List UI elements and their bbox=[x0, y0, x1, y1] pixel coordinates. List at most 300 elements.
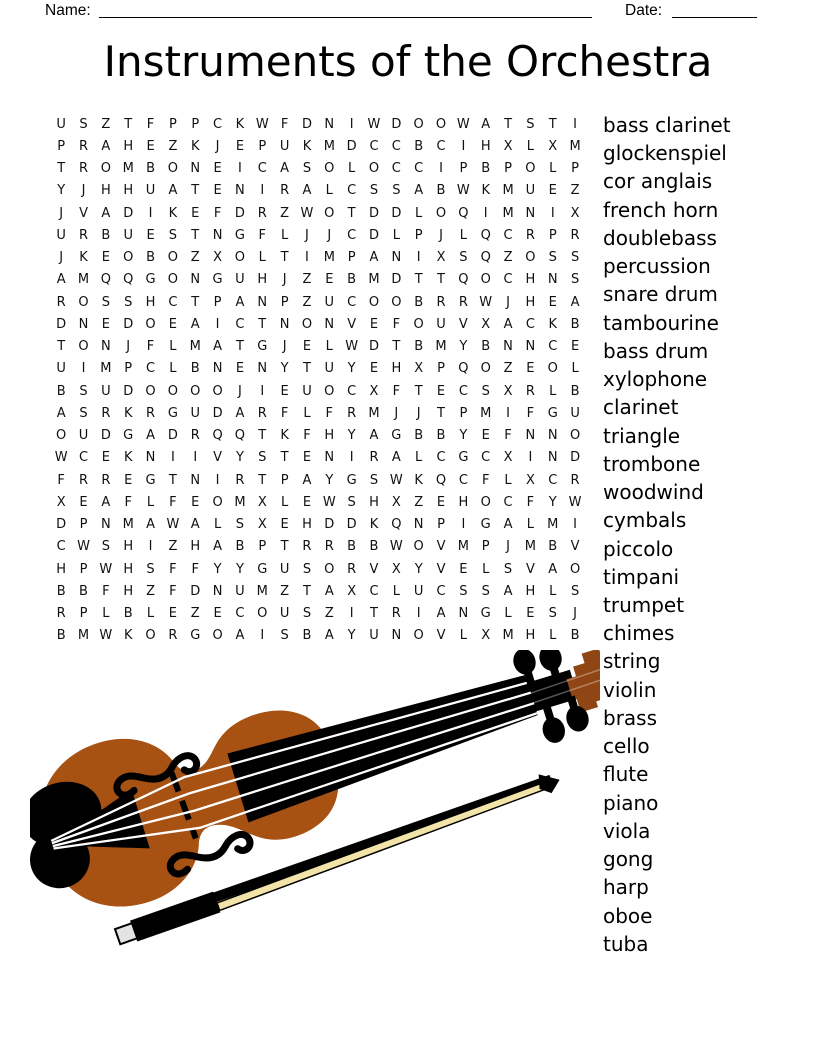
grid-letter: T bbox=[191, 227, 200, 243]
grid-letter: N bbox=[324, 316, 335, 332]
grid-letter: F bbox=[526, 494, 535, 510]
grid-letter: G bbox=[212, 272, 223, 288]
grid-letter: Y bbox=[459, 339, 468, 355]
grid-letter: H bbox=[123, 138, 134, 154]
grid-letter: E bbox=[369, 361, 379, 377]
grid-letter: J bbox=[394, 405, 399, 421]
grid-letter: Z bbox=[414, 494, 424, 510]
grid-letter: F bbox=[325, 405, 334, 421]
grid-letter: H bbox=[123, 539, 134, 555]
grid-letter: H bbox=[525, 628, 536, 644]
grid-letter: R bbox=[168, 628, 178, 644]
grid-letter: B bbox=[436, 183, 446, 199]
word-list-item: harp bbox=[603, 875, 649, 900]
grid-letter: S bbox=[302, 606, 312, 622]
grid-letter: T bbox=[258, 428, 267, 444]
grid-letter: W bbox=[389, 472, 403, 488]
date-fill-line bbox=[672, 1, 757, 18]
grid-letter: U bbox=[56, 116, 66, 132]
grid-letter: U bbox=[235, 272, 245, 288]
grid-letter: Z bbox=[280, 205, 290, 221]
grid-letter: L bbox=[549, 383, 557, 399]
grid-letter: W bbox=[456, 183, 470, 199]
grid-letter: P bbox=[168, 116, 177, 132]
grid-letter: S bbox=[302, 561, 312, 577]
grid-letter: D bbox=[346, 517, 357, 533]
grid-letter: O bbox=[413, 539, 424, 555]
grid-letter: A bbox=[168, 183, 178, 199]
grid-letter: R bbox=[146, 405, 156, 421]
grid-letter: J bbox=[238, 383, 242, 399]
grid-letter: T bbox=[57, 161, 66, 177]
grid-letter: W bbox=[322, 494, 336, 510]
grid-letter: O bbox=[368, 161, 380, 177]
grid-letter: S bbox=[302, 161, 312, 177]
grid-letter: O bbox=[78, 294, 89, 310]
grid-letter: Z bbox=[302, 272, 312, 288]
grid-letter: K bbox=[123, 450, 133, 466]
grid-letter: R bbox=[525, 227, 535, 243]
grid-letter: C bbox=[414, 161, 424, 177]
grid-letter: M bbox=[100, 361, 112, 377]
grid-letter: F bbox=[191, 561, 199, 577]
grid-letter: E bbox=[548, 183, 557, 199]
grid-letter: B bbox=[481, 339, 491, 355]
grid-letter: L bbox=[459, 628, 467, 644]
grid-letter: E bbox=[481, 428, 490, 444]
grid-letter: J bbox=[305, 227, 309, 243]
grid-letter: W bbox=[345, 339, 359, 355]
grid-letter: L bbox=[213, 517, 222, 533]
grid-letter: R bbox=[280, 183, 290, 199]
grid-letter: A bbox=[101, 138, 111, 154]
grid-letter: Y bbox=[325, 472, 334, 488]
grid-letter: S bbox=[101, 539, 110, 555]
grid-letter: D bbox=[570, 450, 581, 466]
grid-letter: X bbox=[548, 138, 558, 154]
grid-letter: O bbox=[324, 205, 335, 221]
grid-letter: O bbox=[167, 272, 178, 288]
grid-letter: L bbox=[325, 339, 333, 355]
grid-letter: O bbox=[78, 339, 89, 355]
grid-letter: O bbox=[569, 561, 581, 577]
grid-letter: O bbox=[480, 494, 491, 510]
word-list-item: glockenspiel bbox=[603, 141, 727, 166]
grid-letter: D bbox=[56, 517, 67, 533]
name-fill-line bbox=[99, 1, 592, 18]
grid-letter: R bbox=[56, 606, 66, 622]
grid-letter: I bbox=[215, 472, 220, 488]
grid-letter: Q bbox=[458, 205, 469, 221]
grid-letter: D bbox=[123, 316, 134, 332]
grid-letter: S bbox=[503, 561, 513, 577]
grid-letter: O bbox=[145, 316, 156, 332]
word-list-item: french horn bbox=[603, 197, 719, 222]
grid-letter: L bbox=[549, 628, 557, 644]
grid-letter: O bbox=[212, 383, 223, 399]
grid-letter: O bbox=[525, 250, 536, 266]
grid-letter: I bbox=[528, 450, 533, 466]
grid-letter: X bbox=[56, 494, 66, 510]
grid-letter: S bbox=[570, 272, 580, 288]
grid-letter: Y bbox=[347, 628, 356, 644]
grid-letter: T bbox=[437, 272, 445, 288]
grid-letter: R bbox=[190, 428, 200, 444]
grid-letter: J bbox=[282, 339, 287, 355]
grid-letter: E bbox=[235, 138, 245, 154]
grid-letter: N bbox=[145, 450, 156, 466]
grid-letter: Y bbox=[213, 561, 222, 577]
grid-letter: I bbox=[461, 517, 466, 533]
grid-letter: K bbox=[414, 472, 423, 488]
grid-letter: E bbox=[101, 450, 110, 466]
grid-letter: X bbox=[481, 628, 491, 644]
grid-letter: O bbox=[324, 383, 335, 399]
grid-letter: H bbox=[302, 517, 312, 533]
grid-letter: L bbox=[169, 339, 177, 355]
word-list-item: brass bbox=[603, 705, 658, 730]
grid-letter: O bbox=[301, 316, 313, 332]
grid-letter: I bbox=[148, 205, 153, 221]
grid-letter: Y bbox=[548, 494, 557, 510]
grid-letter: R bbox=[257, 205, 267, 221]
grid-letter: I bbox=[439, 161, 443, 177]
grid-letter: P bbox=[548, 227, 557, 243]
grid-letter: S bbox=[101, 294, 110, 310]
grid-letter: J bbox=[282, 272, 287, 288]
grid-letter: K bbox=[481, 183, 490, 199]
grid-letter: K bbox=[548, 316, 557, 332]
grid-letter: Y bbox=[414, 561, 423, 577]
grid-letter: A bbox=[503, 316, 513, 332]
grid-letter: S bbox=[570, 250, 580, 266]
grid-letter: N bbox=[324, 450, 335, 466]
grid-letter: C bbox=[257, 161, 267, 177]
grid-letter: F bbox=[392, 316, 401, 332]
grid-letter: C bbox=[235, 316, 245, 332]
grid-letter: F bbox=[213, 205, 222, 221]
grid-letter: N bbox=[525, 339, 536, 355]
grid-letter: O bbox=[234, 250, 246, 266]
grid-letter: B bbox=[414, 294, 424, 310]
word-list-item: cor anglais bbox=[603, 169, 713, 194]
grid-letter: X bbox=[213, 250, 223, 266]
grid-letter: N bbox=[391, 628, 402, 644]
word-list-item: tambourine bbox=[603, 310, 719, 335]
word-list-item: piccolo bbox=[603, 536, 674, 561]
grid-letter: L bbox=[146, 606, 155, 622]
grid-letter: T bbox=[280, 250, 289, 266]
grid-letter: L bbox=[325, 183, 333, 199]
grid-letter: J bbox=[59, 250, 64, 266]
grid-letter: N bbox=[503, 339, 513, 355]
grid-letter: H bbox=[190, 539, 201, 555]
grid-letter: H bbox=[525, 583, 536, 599]
grid-letter: T bbox=[347, 205, 356, 221]
grid-letter: H bbox=[123, 583, 134, 599]
grid-letter: K bbox=[123, 628, 133, 644]
grid-letter: G bbox=[257, 561, 268, 577]
grid-letter: S bbox=[548, 250, 557, 266]
grid-letter: C bbox=[458, 472, 468, 488]
grid-letter: G bbox=[391, 428, 402, 444]
grid-letter: S bbox=[124, 294, 133, 310]
grid-letter: T bbox=[548, 116, 557, 132]
grid-letter: W bbox=[77, 539, 90, 555]
grid-letter: W bbox=[568, 494, 582, 510]
grid-letter: X bbox=[503, 383, 513, 399]
grid-letter: L bbox=[169, 361, 177, 377]
grid-letter: W bbox=[54, 450, 68, 466]
grid-letter: P bbox=[280, 294, 289, 310]
grid-letter: Y bbox=[235, 561, 244, 577]
grid-letter: O bbox=[525, 161, 536, 177]
grid-letter: I bbox=[81, 361, 86, 377]
grid-letter: T bbox=[437, 405, 445, 421]
grid-letter: I bbox=[416, 250, 421, 266]
grid-letter: D bbox=[368, 205, 379, 221]
grid-letter: H bbox=[257, 272, 268, 288]
grid-letter: N bbox=[257, 361, 268, 377]
grid-letter: U bbox=[324, 361, 335, 377]
grid-letter: E bbox=[302, 339, 312, 355]
grid-letter: N bbox=[525, 205, 536, 221]
grid-letter: O bbox=[435, 205, 447, 221]
grid-letter: L bbox=[303, 405, 311, 421]
grid-letter: J bbox=[81, 183, 86, 199]
grid-letter: J bbox=[126, 339, 131, 355]
grid-letter: T bbox=[280, 539, 289, 555]
word-list-item: triangle bbox=[603, 423, 681, 448]
word-list-item: piano bbox=[603, 790, 659, 815]
grid-letter: Z bbox=[324, 606, 334, 622]
grid-letter: P bbox=[414, 227, 423, 243]
grid-letter: C bbox=[347, 294, 357, 310]
grid-letter: E bbox=[213, 161, 222, 177]
grid-letter: L bbox=[415, 205, 423, 221]
grid-letter: S bbox=[481, 383, 490, 399]
grid-letter: N bbox=[279, 316, 290, 332]
grid-letter: C bbox=[168, 294, 178, 310]
grid-letter: T bbox=[258, 472, 267, 488]
grid-letter: O bbox=[145, 383, 156, 399]
grid-letter: I bbox=[349, 116, 354, 132]
grid-letter: J bbox=[416, 405, 421, 421]
grid-letter: B bbox=[123, 606, 133, 622]
grid-letter: W bbox=[479, 294, 493, 310]
grid-letter: L bbox=[549, 161, 557, 177]
grid-letter: I bbox=[461, 138, 466, 154]
grid-letter: R bbox=[78, 227, 89, 243]
grid-letter: A bbox=[302, 183, 312, 199]
grid-letter: L bbox=[392, 227, 400, 243]
grid-letter: U bbox=[56, 361, 66, 377]
grid-letter: C bbox=[369, 583, 379, 599]
grid-letter: K bbox=[235, 116, 245, 132]
grid-letter: I bbox=[305, 250, 309, 266]
grid-letter: N bbox=[100, 517, 111, 533]
grid-letter: M bbox=[77, 272, 90, 288]
grid-letter: W bbox=[255, 116, 269, 132]
grid-letter: N bbox=[235, 183, 245, 199]
grid-letter: L bbox=[526, 517, 535, 533]
grid-letter: M bbox=[77, 628, 90, 644]
grid-letter: P bbox=[437, 517, 445, 533]
grid-letter: E bbox=[459, 561, 468, 577]
grid-letter: E bbox=[280, 383, 289, 399]
grid-letter: M bbox=[502, 183, 514, 199]
grid-letter: U bbox=[436, 316, 446, 332]
grid-letter: E bbox=[548, 294, 557, 310]
grid-letter: Q bbox=[458, 272, 469, 288]
grid-letter: J bbox=[215, 138, 220, 154]
grid-letter: F bbox=[258, 227, 266, 243]
grid-letter: L bbox=[504, 606, 512, 622]
grid-letter: Z bbox=[302, 294, 312, 310]
grid-letter: A bbox=[391, 450, 401, 466]
grid-letter: X bbox=[347, 583, 357, 599]
grid-letter: X bbox=[436, 250, 446, 266]
grid-letter: M bbox=[122, 517, 134, 533]
grid-letter: B bbox=[548, 539, 558, 555]
grid-letter: C bbox=[481, 450, 491, 466]
grid-letter: I bbox=[238, 161, 242, 177]
grid-letter: E bbox=[146, 138, 155, 154]
grid-letter: B bbox=[481, 161, 491, 177]
grid-letter: L bbox=[146, 494, 155, 510]
grid-letter: H bbox=[123, 183, 134, 199]
grid-letter: C bbox=[436, 583, 446, 599]
grid-letter: O bbox=[167, 383, 178, 399]
grid-letter: B bbox=[347, 272, 357, 288]
grid-letter: R bbox=[570, 227, 580, 243]
grid-letter: F bbox=[169, 583, 177, 599]
grid-letter: A bbox=[436, 606, 446, 622]
grid-letter: C bbox=[347, 383, 357, 399]
grid-letter: R bbox=[78, 161, 89, 177]
grid-letter: B bbox=[414, 428, 424, 444]
grid-letter: T bbox=[191, 294, 200, 310]
grid-letter: N bbox=[324, 116, 335, 132]
grid-letter: S bbox=[369, 472, 379, 488]
grid-letter: T bbox=[504, 116, 513, 132]
grid-letter: F bbox=[102, 583, 110, 599]
grid-letter: C bbox=[213, 116, 223, 132]
grid-letter: V bbox=[213, 450, 223, 466]
grid-letter: O bbox=[190, 383, 201, 399]
word-list-item: viola bbox=[603, 818, 651, 843]
grid-letter: U bbox=[525, 183, 536, 199]
grid-letter: Q bbox=[480, 227, 491, 243]
grid-letter: F bbox=[124, 494, 132, 510]
grid-letter: E bbox=[213, 183, 222, 199]
grid-letter: M bbox=[547, 517, 559, 533]
grid-letter: R bbox=[101, 405, 111, 421]
grid-letter: M bbox=[323, 250, 335, 266]
grid-letter: R bbox=[324, 539, 334, 555]
grid-letter: A bbox=[481, 116, 491, 132]
grid-letter: M bbox=[457, 539, 469, 555]
grid-letter: P bbox=[79, 517, 88, 533]
word-list-item: snare drum bbox=[603, 282, 718, 307]
grid-letter: V bbox=[369, 561, 379, 577]
grid-letter: N bbox=[190, 161, 201, 177]
grid-letter: C bbox=[436, 450, 446, 466]
grid-letter: R bbox=[525, 383, 535, 399]
grid-letter: O bbox=[435, 116, 447, 132]
grid-letter: I bbox=[550, 205, 555, 221]
grid-letter: N bbox=[190, 472, 201, 488]
grid-letter: X bbox=[391, 494, 401, 510]
grid-letter: I bbox=[170, 450, 175, 466]
grid-letter: O bbox=[413, 316, 424, 332]
grid-letter: Z bbox=[146, 583, 155, 599]
grid-letter: C bbox=[78, 450, 89, 466]
grid-letter: W bbox=[300, 205, 314, 221]
grid-letter: O bbox=[123, 250, 134, 266]
grid-letter: C bbox=[347, 183, 357, 199]
grid-letter: I bbox=[416, 606, 421, 622]
grid-letter: Z bbox=[168, 539, 178, 555]
grid-letter: A bbox=[503, 583, 513, 599]
grid-letter: N bbox=[100, 339, 111, 355]
grid-letter: D bbox=[56, 316, 67, 332]
grid-letter: S bbox=[526, 116, 535, 132]
grid-letter: O bbox=[324, 161, 335, 177]
grid-letter: E bbox=[302, 494, 312, 510]
grid-letter: U bbox=[279, 138, 290, 154]
grid-letter: Y bbox=[280, 361, 289, 377]
grid-letter: S bbox=[347, 494, 356, 510]
grid-letter: K bbox=[302, 138, 312, 154]
grid-letter: H bbox=[123, 561, 134, 577]
grid-letter: T bbox=[235, 339, 244, 355]
grid-letter: D bbox=[234, 205, 245, 221]
word-list-item: flute bbox=[603, 762, 649, 787]
grid-letter: B bbox=[79, 583, 88, 599]
grid-letter: N bbox=[525, 428, 536, 444]
grid-letter: C bbox=[503, 272, 513, 288]
grid-letter: M bbox=[480, 405, 492, 421]
grid-letter: P bbox=[504, 161, 512, 177]
grid-letter: H bbox=[391, 361, 402, 377]
grid-letter: R bbox=[347, 405, 357, 421]
grid-letter: D bbox=[368, 339, 379, 355]
grid-letter: T bbox=[414, 272, 423, 288]
grid-letter: O bbox=[56, 428, 67, 444]
grid-letter: C bbox=[369, 138, 379, 154]
grid-letter: A bbox=[101, 205, 111, 221]
grid-letter: A bbox=[213, 539, 223, 555]
word-list-item: trumpet bbox=[603, 592, 685, 617]
grid-letter: A bbox=[190, 316, 200, 332]
grid-letter: V bbox=[570, 539, 580, 555]
grid-letter: P bbox=[280, 472, 289, 488]
grid-letter: B bbox=[414, 138, 424, 154]
grid-letter: A bbox=[190, 517, 200, 533]
grid-letter: S bbox=[481, 583, 490, 599]
grid-letter: P bbox=[571, 161, 579, 177]
grid-letter: R bbox=[570, 472, 580, 488]
violin-and-bow-illustration bbox=[30, 650, 600, 980]
grid-letter: F bbox=[504, 428, 512, 444]
grid-letter: P bbox=[213, 294, 222, 310]
date-label: Date: bbox=[625, 2, 663, 19]
grid-letter: D bbox=[391, 205, 402, 221]
grid-letter: G bbox=[480, 606, 491, 622]
word-list-item: woodwind bbox=[603, 480, 704, 505]
grid-letter: B bbox=[101, 227, 111, 243]
